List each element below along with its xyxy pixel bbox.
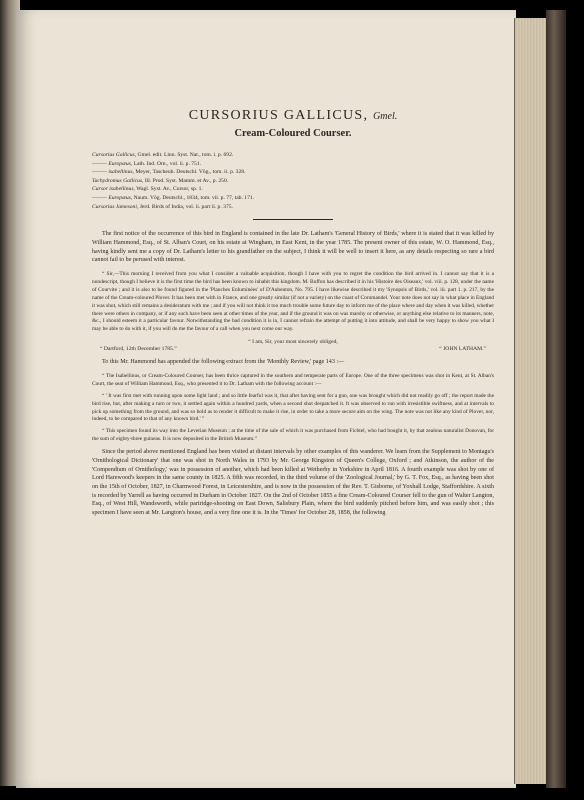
letter-signatory: “ JOHN LATHAM.” (439, 346, 486, 353)
synonym-entry: Cursorius Gallicus, Gmel. edit. Linn. Syst. Nat., tom. i. p. 692. (92, 152, 234, 158)
synonym-entry: ——— Europæus, Naum. Vög. Deutschl., 1834, tom. vii. p. 77, tab. 171. (92, 194, 255, 201)
review-intro-paragraph: To this Mr. Hammond has appended the following extract from the 'Monthly Review,' page 143 :— (102, 359, 345, 366)
occurrences-paragraph: Since the period above mentioned England has been visited at distant intervals by other examples of this wanderer. We learn from the Supplement to Montagu's 'Ornithological Dictionary' that one was shot in North Wales in 1793 by Mr. George Kingston of Queen's College, Oxford ; and Atkinson, the author of the 'Compendium of Ornithology,' was in possession of another, which had been killed at Wetherby in Yorkshire in April 1816. A fourth example was shot by one of Lord Harewood's keepers in the same county in 1825. A fifth was recorded, in the third volume of the 'Zoological Journal,' by G. T. Fox, Esq., as having been shot on the 15th of October, 1827, in Charnwood Forest, in Leicestershire, and is now in the possession of the Rev. T. Gisborne, of Yoxhall Lodge, Staffordshire. A sixth is recorded by Yarrell as having occurred in Durham in October 1827. On the 2nd of October 1855 a fine Cream-Coloured Courser fell to the gun of Walter Langton, Esq., of West Hill, Wandsworth, while partridge-shooting on East Down, Salisbury Plain, where the bird suddenly pitched before him, and was easily shot ; this specimen I have seen at Mr. Langton's house, and a very fine one it is. In the 'Times' for October 28, 1858, the following (92, 449, 494, 517)
species-title (92, 108, 494, 124)
synonym-entry: Tachydromus Gallicus, Ill. Prod. Syst. Mamm. et Av., p. 250. (92, 177, 229, 184)
synonym-entry: ——— isabellinus, Meyer, Tascheub. Deutschl. Vög., tom. ii. p. 328. (92, 169, 246, 176)
book-cover-edge (546, 10, 566, 788)
review-quote-1: “ The Isabellinus, or Cream-Coloured Courser, has been thrice captured in the southern and temperate parts of Europe. One of the three specimens was shot in Kent, at St. Alban's Court, the seat of William Hammond, Esq., who presented it to Dr. Latham with the following account :— (92, 372, 494, 387)
common-name: Cream-Coloured Courser. (234, 128, 352, 139)
species-authority: Gmel. (373, 111, 398, 122)
section-rule (253, 219, 333, 220)
letter-place-date: “ Dartford, 12th December 1785.” (100, 346, 177, 353)
page-edges (514, 18, 547, 784)
synonym-entry: Cursorius Jamesoni, Jerd. Birds of India, vol. ii. part ii. p. 375. (92, 203, 233, 210)
synonym-entry: Cursor isabellinus, Wagl. Syst. Av., Cursor, sp. 1. (92, 186, 203, 193)
page-content (92, 108, 494, 524)
review-quote-3: “ This specimen found its way into the Leverian Museum ; at the time of the sale of which it was purchased from Fichtel, who had bought it, by that zealous naturalist Donovan, for the sum of eighty-three guineas. It is now deposited in the British Museum.” (92, 428, 494, 443)
latham-letter: “ Sir,—This morning I received from you what I consider a valuable acquisition, though I have with you to regret the condition the bird arrived in. I cannot say that it is a nondescript, though I believe it is the first time the bird has been known to inhabit this kingdom. M. Buffon has described it in his 'Histoire des Oiseaux,' vol. viii. p. 128, under the name of Courvite ; and it is also to be found figured in the 'Planches Enluminées' of D'Aubenton, No. 795. I have likewise described it my 'Synopsis of Birds,' vol. iii. part 1. p. 217, by the name of the Cream-coloured Plover. It has been met with in France, and one greatly similar (if not a variety) on the coast of Coromandel. Your note does not say in what place in England it was shot, which still remains a desideratum with me ; and if you will not think it too much trouble some future day to inform me of the place where and day when it was killed, whether there were others in company, or if any such have been seen at other times of the year, and if the ground it was on was marshy or otherwise, or anything else relative to its manners, note, &c., I should esteem it a particular favour. Notwithstanding the bad condition it is in, I cannot refrain the attempt of putting it into attitude, and shall be very happy to show you what I may be able to do with it, if you will do me the favour of a call when you next come our way. (92, 270, 494, 333)
species-name: CURSORIUS GALLICUS, (188, 108, 369, 123)
letter-signature-row (92, 346, 494, 352)
review-quote-2: “ ' It was first met with running upon some light land ; and so little fearful was it, that after having sent for a gun, one was brought which did not readily go off ; the report made the bird rise, but, after making a turn or two, it settled again within a hundred yards, when a second shot despatched it. It was observed to run with irresistible swiftness, and at intervals to pick up something from the ground, and was so bold as to render it difficult to make it rise, in order to take a more secure aim on the wing. The note was not like any kind of Plover, nor, indeed, to be compared to that of any known bird.' ” (92, 392, 494, 423)
synonym-entry: ——— Europæus, Lath. Ind. Orn., vol. ii. p. 751. (92, 160, 202, 167)
synonymy-list (92, 151, 494, 211)
intro-paragraph: The first notice of the occurrence of this bird in England is contained in the late Dr. Latham's 'General History of Birds,' where it is stated that it was killed by William Hammond, Esq., of St. Alban's Court, on his estate at Wingham, in East Kent, in the year 1785. The present owner of this estate, W. O. Hammond, Esq., having kindly sent me a copy of Dr. Latham's letter to his grandfather on the subject, I think it will be well to insert it here, as any details respecting so rare a bird cannot fail to be perused with interest. (92, 231, 494, 264)
letter-closing: “ I am, Sir, your most sincerely obliged, (248, 339, 338, 346)
